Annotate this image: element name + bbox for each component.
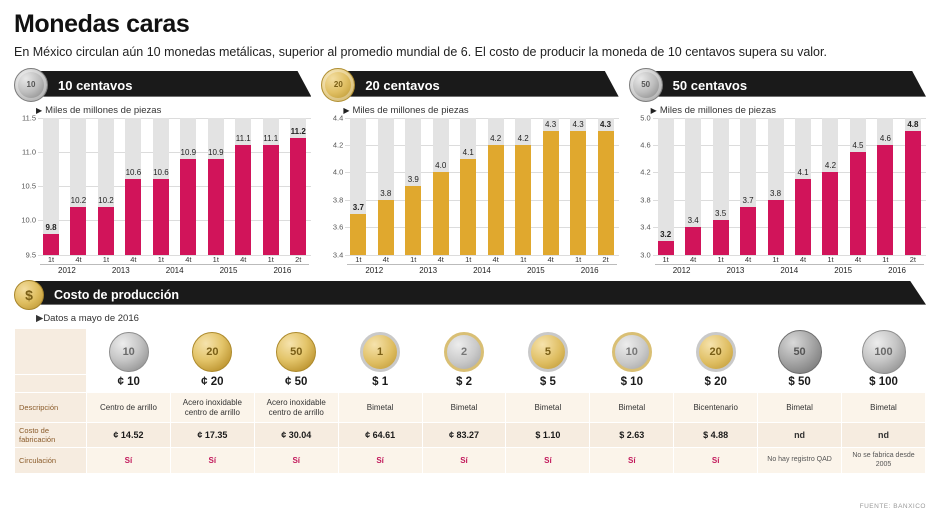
x-axis [345, 255, 618, 273]
bar-group [567, 118, 589, 255]
denomination-label: $ 5 [539, 376, 556, 389]
cost-cell: $ 4.88 [674, 423, 758, 448]
bar-group [375, 118, 397, 255]
cost-cell: $ 2.63 [590, 423, 674, 448]
y-tick-label: 3.8 [332, 195, 344, 205]
bar [795, 168, 811, 254]
description-cell: Bimetal [842, 393, 926, 423]
row-label-costo: Costo de fabricación [15, 423, 87, 448]
description-cell: Bimetal [590, 393, 674, 423]
bar [685, 216, 701, 254]
denomination-row [15, 374, 926, 393]
y-tick-label: 4.2 [640, 167, 651, 177]
coin-cell [170, 328, 254, 374]
x-tick-label: 4t [382, 254, 389, 264]
x-year-label: 2012 [655, 264, 709, 275]
bar [850, 140, 866, 255]
production-subtitle: ▶Datos a mayo de 2016 [36, 312, 139, 324]
description-cell: Bimetal [758, 393, 842, 423]
denomination-label: $ 2 [456, 376, 472, 389]
description-cell: Bimetal [338, 393, 422, 423]
y-axis [321, 113, 345, 260]
bar-group [402, 118, 424, 255]
coin-1-icon: 1 [360, 332, 400, 372]
charts-row [14, 71, 926, 273]
table-row [15, 423, 926, 448]
bars-container [653, 118, 926, 255]
bar-value-label: 3.7 [742, 195, 754, 205]
bar-group [902, 118, 924, 255]
x-year-label: 2016 [870, 264, 924, 275]
bar-group [95, 118, 117, 255]
coin-10-icon: 10 [14, 68, 48, 102]
bar [290, 127, 306, 254]
circulation-cell: Sí [422, 448, 506, 474]
bar-value-label: 10.6 [125, 168, 142, 178]
coin-cell [338, 328, 422, 374]
bar [350, 202, 366, 255]
x-tick-label: 2t [602, 254, 609, 264]
x-axis [653, 255, 926, 273]
triangle-right-icon: ▶ [36, 312, 44, 324]
description-cell: Bicentenario [674, 393, 758, 423]
description-cell: Bimetal [422, 393, 506, 423]
x-year-label: 2014 [455, 264, 509, 275]
x-tick-label: 1t [102, 254, 110, 264]
bar-group [765, 118, 787, 255]
row-label-circulacion: Circulación [15, 448, 87, 474]
bar [208, 147, 224, 255]
bar-group [40, 118, 62, 255]
bar-value-label: 10.9 [208, 147, 224, 157]
circulation-cell: Sí [590, 448, 674, 474]
x-tick-label: 1t [520, 254, 527, 264]
circulation-cell: Sí [674, 448, 758, 474]
bar [235, 134, 251, 255]
bar [263, 134, 279, 255]
panel-header [629, 71, 926, 101]
x-tick-label: 1t [410, 254, 417, 264]
x-tick-label: 1t [574, 254, 582, 264]
bar-value-label: 3.2 [660, 229, 672, 239]
description-cell: Bimetal [506, 393, 590, 423]
chart-panel-50-centavos [629, 71, 926, 273]
bar-value-label: 10.9 [180, 147, 197, 157]
production-header [14, 281, 926, 309]
x-tick-label: 1t [47, 254, 55, 264]
cost-cell: nd [842, 423, 926, 448]
triangle-right-icon: ▶ [650, 105, 657, 115]
coin-10-icon: 10 [612, 332, 652, 372]
x-tick-label: 4t [437, 254, 444, 264]
bar [768, 188, 784, 255]
denomination-label: $ 20 [704, 376, 727, 389]
circulation-cell: No hay registro QAD [758, 448, 842, 474]
table-row [15, 448, 926, 474]
coin-image-row [15, 328, 926, 374]
bar [905, 120, 921, 254]
chart-plot [321, 113, 618, 275]
y-tick-label: 11.0 [21, 147, 36, 157]
denomination-label: $ 50 [788, 376, 811, 389]
bar [98, 195, 114, 255]
row-label-descripcion: Descripción [15, 393, 87, 423]
bar-group [595, 118, 617, 255]
y-tick-label: 3.4 [640, 222, 651, 232]
chart-panel-10-centavos [14, 71, 311, 273]
x-tick-label: 4t [547, 254, 554, 264]
bar-value-label: 3.7 [352, 202, 364, 212]
bar-value-label: 3.8 [380, 188, 392, 198]
x-tick-label: 1t [882, 254, 889, 264]
bar-value-label: 3.8 [769, 188, 782, 198]
x-tick-label: 4t [130, 254, 137, 264]
bar-value-label: 9.8 [45, 223, 57, 233]
denomination-label: $ 1 [372, 376, 389, 389]
production-title: Costo de producción [54, 287, 179, 302]
cost-cell: ¢ 17.35 [170, 423, 254, 448]
cost-cell: ¢ 83.27 [422, 423, 506, 448]
chart-panel-20-centavos [321, 71, 618, 273]
panel-subtitle: ▶ Miles de millones de piezas [36, 104, 162, 116]
coin-2-icon: 2 [444, 332, 484, 372]
bar-value-label: 10.2 [70, 195, 87, 205]
bar [70, 195, 87, 255]
x-tick-label: 2t [909, 254, 916, 264]
bar-value-label: 4.2 [824, 161, 837, 171]
panel-subtitle: ▶ Miles de millones de piezas [650, 104, 776, 116]
y-tick-label: 9.5 [25, 250, 36, 260]
panel-title: 10 centavos [58, 78, 133, 94]
bar [822, 161, 838, 254]
bar [598, 120, 614, 254]
x-year-label: 2014 [148, 264, 202, 275]
bar-group [682, 118, 704, 255]
dollar-coin-icon: $ [14, 280, 44, 310]
x-year-label: 2013 [94, 264, 148, 275]
x-tick-label: 1t [465, 254, 472, 264]
y-tick-label: 3.4 [332, 250, 344, 260]
x-tick-label: 1t [212, 254, 219, 264]
chart-plot [629, 113, 926, 275]
row-spacer [15, 374, 87, 393]
bar [740, 195, 756, 255]
coin-20-icon: 20 [321, 68, 355, 102]
circulation-cell: Sí [254, 448, 338, 474]
x-year-label: 2015 [202, 264, 256, 275]
bar-value-label: 4.6 [879, 134, 891, 144]
coin-50-icon: 50 [629, 68, 663, 102]
x-tick-label: 1t [662, 254, 669, 264]
bar-value-label: 4.0 [435, 161, 447, 171]
bar-group [874, 118, 896, 255]
circulation-cell: Sí [170, 448, 254, 474]
cost-cell: ¢ 64.61 [338, 423, 422, 448]
bar-value-label: 4.5 [852, 140, 864, 150]
x-tick-label: 1t [717, 254, 724, 264]
description-cell: Acero inoxidable centro de arrillo [170, 393, 254, 423]
circulation-cell: Sí [506, 448, 590, 474]
coin-50-icon: 50 [778, 330, 822, 374]
x-year-label: 2016 [563, 264, 617, 275]
bar-group [260, 118, 282, 255]
page-title: Monedas caras [14, 10, 190, 38]
bar-value-label: 4.2 [490, 134, 502, 144]
bar [180, 147, 197, 255]
bar [153, 168, 169, 254]
bar-group [737, 118, 759, 255]
bar-group [792, 118, 814, 255]
bar-value-label: 11.1 [263, 134, 279, 144]
x-tick-label: 4t [492, 254, 499, 264]
x-tick-label: 1t [267, 254, 274, 264]
description-cell: Acero inoxidable centro de arrillo [254, 393, 338, 423]
coin-cell [506, 328, 590, 374]
bar [570, 120, 586, 254]
bar [405, 175, 421, 255]
x-year-label: 2013 [401, 264, 455, 275]
y-tick-label: 11.5 [21, 113, 36, 123]
bar-group [710, 118, 732, 255]
bar [43, 223, 59, 255]
y-tick-label: 4.6 [640, 140, 651, 150]
circulation-cell: Sí [338, 448, 422, 474]
bar-group [67, 118, 89, 255]
y-tick-label: 10.0 [21, 215, 36, 225]
x-tick-label: 4t [744, 254, 752, 264]
coin-cell [842, 328, 926, 374]
coin-cell [590, 328, 674, 374]
denomination-label: ¢ 50 [285, 376, 308, 389]
bar [713, 209, 729, 254]
bar-value-label: 3.5 [715, 209, 727, 219]
x-axis [38, 255, 311, 273]
bars-container [38, 118, 311, 255]
bar-group [819, 118, 841, 255]
cost-cell: nd [758, 423, 842, 448]
bar-value-label: 4.3 [599, 120, 612, 130]
coin-10-icon: 10 [109, 332, 149, 372]
x-tick-label: 4t [689, 254, 697, 264]
cost-cell: $ 1.10 [506, 423, 590, 448]
x-year-label: 2015 [816, 264, 870, 275]
y-axis [14, 113, 38, 260]
coin-cell [422, 328, 506, 374]
bar-value-label: 11.1 [235, 134, 251, 144]
x-tick-label: 4t [854, 254, 862, 264]
x-tick-label: 1t [827, 254, 834, 264]
panel-header [14, 71, 311, 101]
bar-value-label: 4.1 [462, 147, 474, 157]
source-note: FUENTE: BANXICO [859, 503, 926, 510]
bar-value-label: 10.6 [153, 168, 169, 178]
x-tick-label: 4t [185, 254, 192, 264]
y-tick-label: 3.6 [332, 222, 344, 232]
x-tick-label: 4t [240, 254, 247, 264]
triangle-right-icon: ▶ [343, 105, 350, 115]
cost-cell: ¢ 14.52 [87, 423, 171, 448]
bar-value-label: 4.2 [517, 134, 529, 144]
bar [543, 120, 559, 254]
panel-title: 50 centavos [672, 78, 748, 94]
y-tick-label: 4.2 [332, 140, 344, 150]
bar-group [177, 118, 199, 255]
y-tick-label: 5.0 [640, 113, 651, 123]
x-year-label: 2013 [709, 264, 763, 275]
bar-value-label: 11.2 [290, 127, 306, 137]
x-year-label: 2014 [762, 264, 816, 275]
bar-value-label: 3.4 [687, 216, 699, 226]
coin-50-icon: 50 [276, 332, 316, 372]
page-subtitle: En México circulan aún 10 monedas metálicas, superior al promedio mundial de 6. El costo de producir la moneda de 10 centavos supera su valor. [14, 45, 827, 59]
bar [658, 229, 674, 255]
bar-group [430, 118, 452, 255]
bar-value-label: 3.9 [407, 175, 419, 185]
bar-group [347, 118, 369, 255]
panel-title: 20 centavos [365, 78, 440, 94]
bar-value-label: 4.1 [797, 168, 809, 178]
denomination-label: ¢ 10 [117, 376, 140, 389]
description-cell: Centro de arrillo [87, 393, 171, 423]
bar-value-label: 10.2 [98, 195, 114, 205]
bar [433, 161, 449, 254]
bar [378, 188, 394, 255]
bar-group [512, 118, 534, 255]
row-spacer [15, 328, 87, 374]
bar-value-label: 4.3 [545, 120, 557, 130]
bar [125, 168, 142, 254]
cost-cell: ¢ 30.04 [254, 423, 338, 448]
coin-20-icon: 20 [192, 332, 232, 372]
bar [488, 134, 504, 255]
production-table [14, 328, 926, 474]
x-tick-label: 1t [772, 254, 779, 264]
chart-plot [14, 113, 311, 275]
x-year-label: 2015 [509, 264, 563, 275]
bar-group [655, 118, 677, 255]
coin-20-icon: 20 [696, 332, 736, 372]
bar-group [540, 118, 562, 255]
bars-container [345, 118, 618, 255]
y-tick-label: 3.8 [640, 195, 651, 205]
coin-cell [758, 328, 842, 374]
bar [877, 134, 893, 255]
y-tick-label: 4.0 [332, 167, 344, 177]
x-tick-label: 4t [75, 254, 82, 264]
x-year-label: 2012 [40, 264, 94, 275]
denomination-label: ¢ 20 [201, 376, 224, 389]
panel-header [321, 71, 618, 101]
y-tick-label: 4.4 [332, 113, 344, 123]
x-tick-label: 2t [295, 254, 302, 264]
circulation-cell: Sí [87, 448, 171, 474]
denomination-label: $ 100 [869, 376, 898, 389]
x-tick-label: 1t [355, 254, 362, 264]
x-tick-label: 1t [157, 254, 164, 264]
denomination-label: $ 10 [620, 376, 643, 389]
coin-cell [254, 328, 338, 374]
bar [460, 147, 476, 255]
coin-5-icon: 5 [528, 332, 568, 372]
bar-group [122, 118, 144, 255]
x-year-label: 2016 [255, 264, 309, 275]
bar-group [287, 118, 309, 255]
bar-value-label: 4.8 [907, 120, 919, 130]
circulation-cell: No se fabrica desde 2005 [842, 448, 926, 474]
coin-cell [674, 328, 758, 374]
coin-100-icon: 100 [862, 330, 906, 374]
table-row [15, 393, 926, 423]
panel-subtitle: ▶ Miles de millones de piezas [343, 104, 469, 116]
coin-cell [87, 328, 171, 374]
y-tick-label: 3.0 [640, 250, 651, 260]
x-tick-label: 4t [799, 254, 807, 264]
x-year-label: 2012 [347, 264, 401, 275]
triangle-right-icon: ▶ [36, 105, 43, 115]
bar-group [150, 118, 172, 255]
bar [515, 134, 531, 255]
bar-value-label: 4.3 [572, 120, 584, 130]
y-tick-label: 10.5 [21, 181, 36, 191]
